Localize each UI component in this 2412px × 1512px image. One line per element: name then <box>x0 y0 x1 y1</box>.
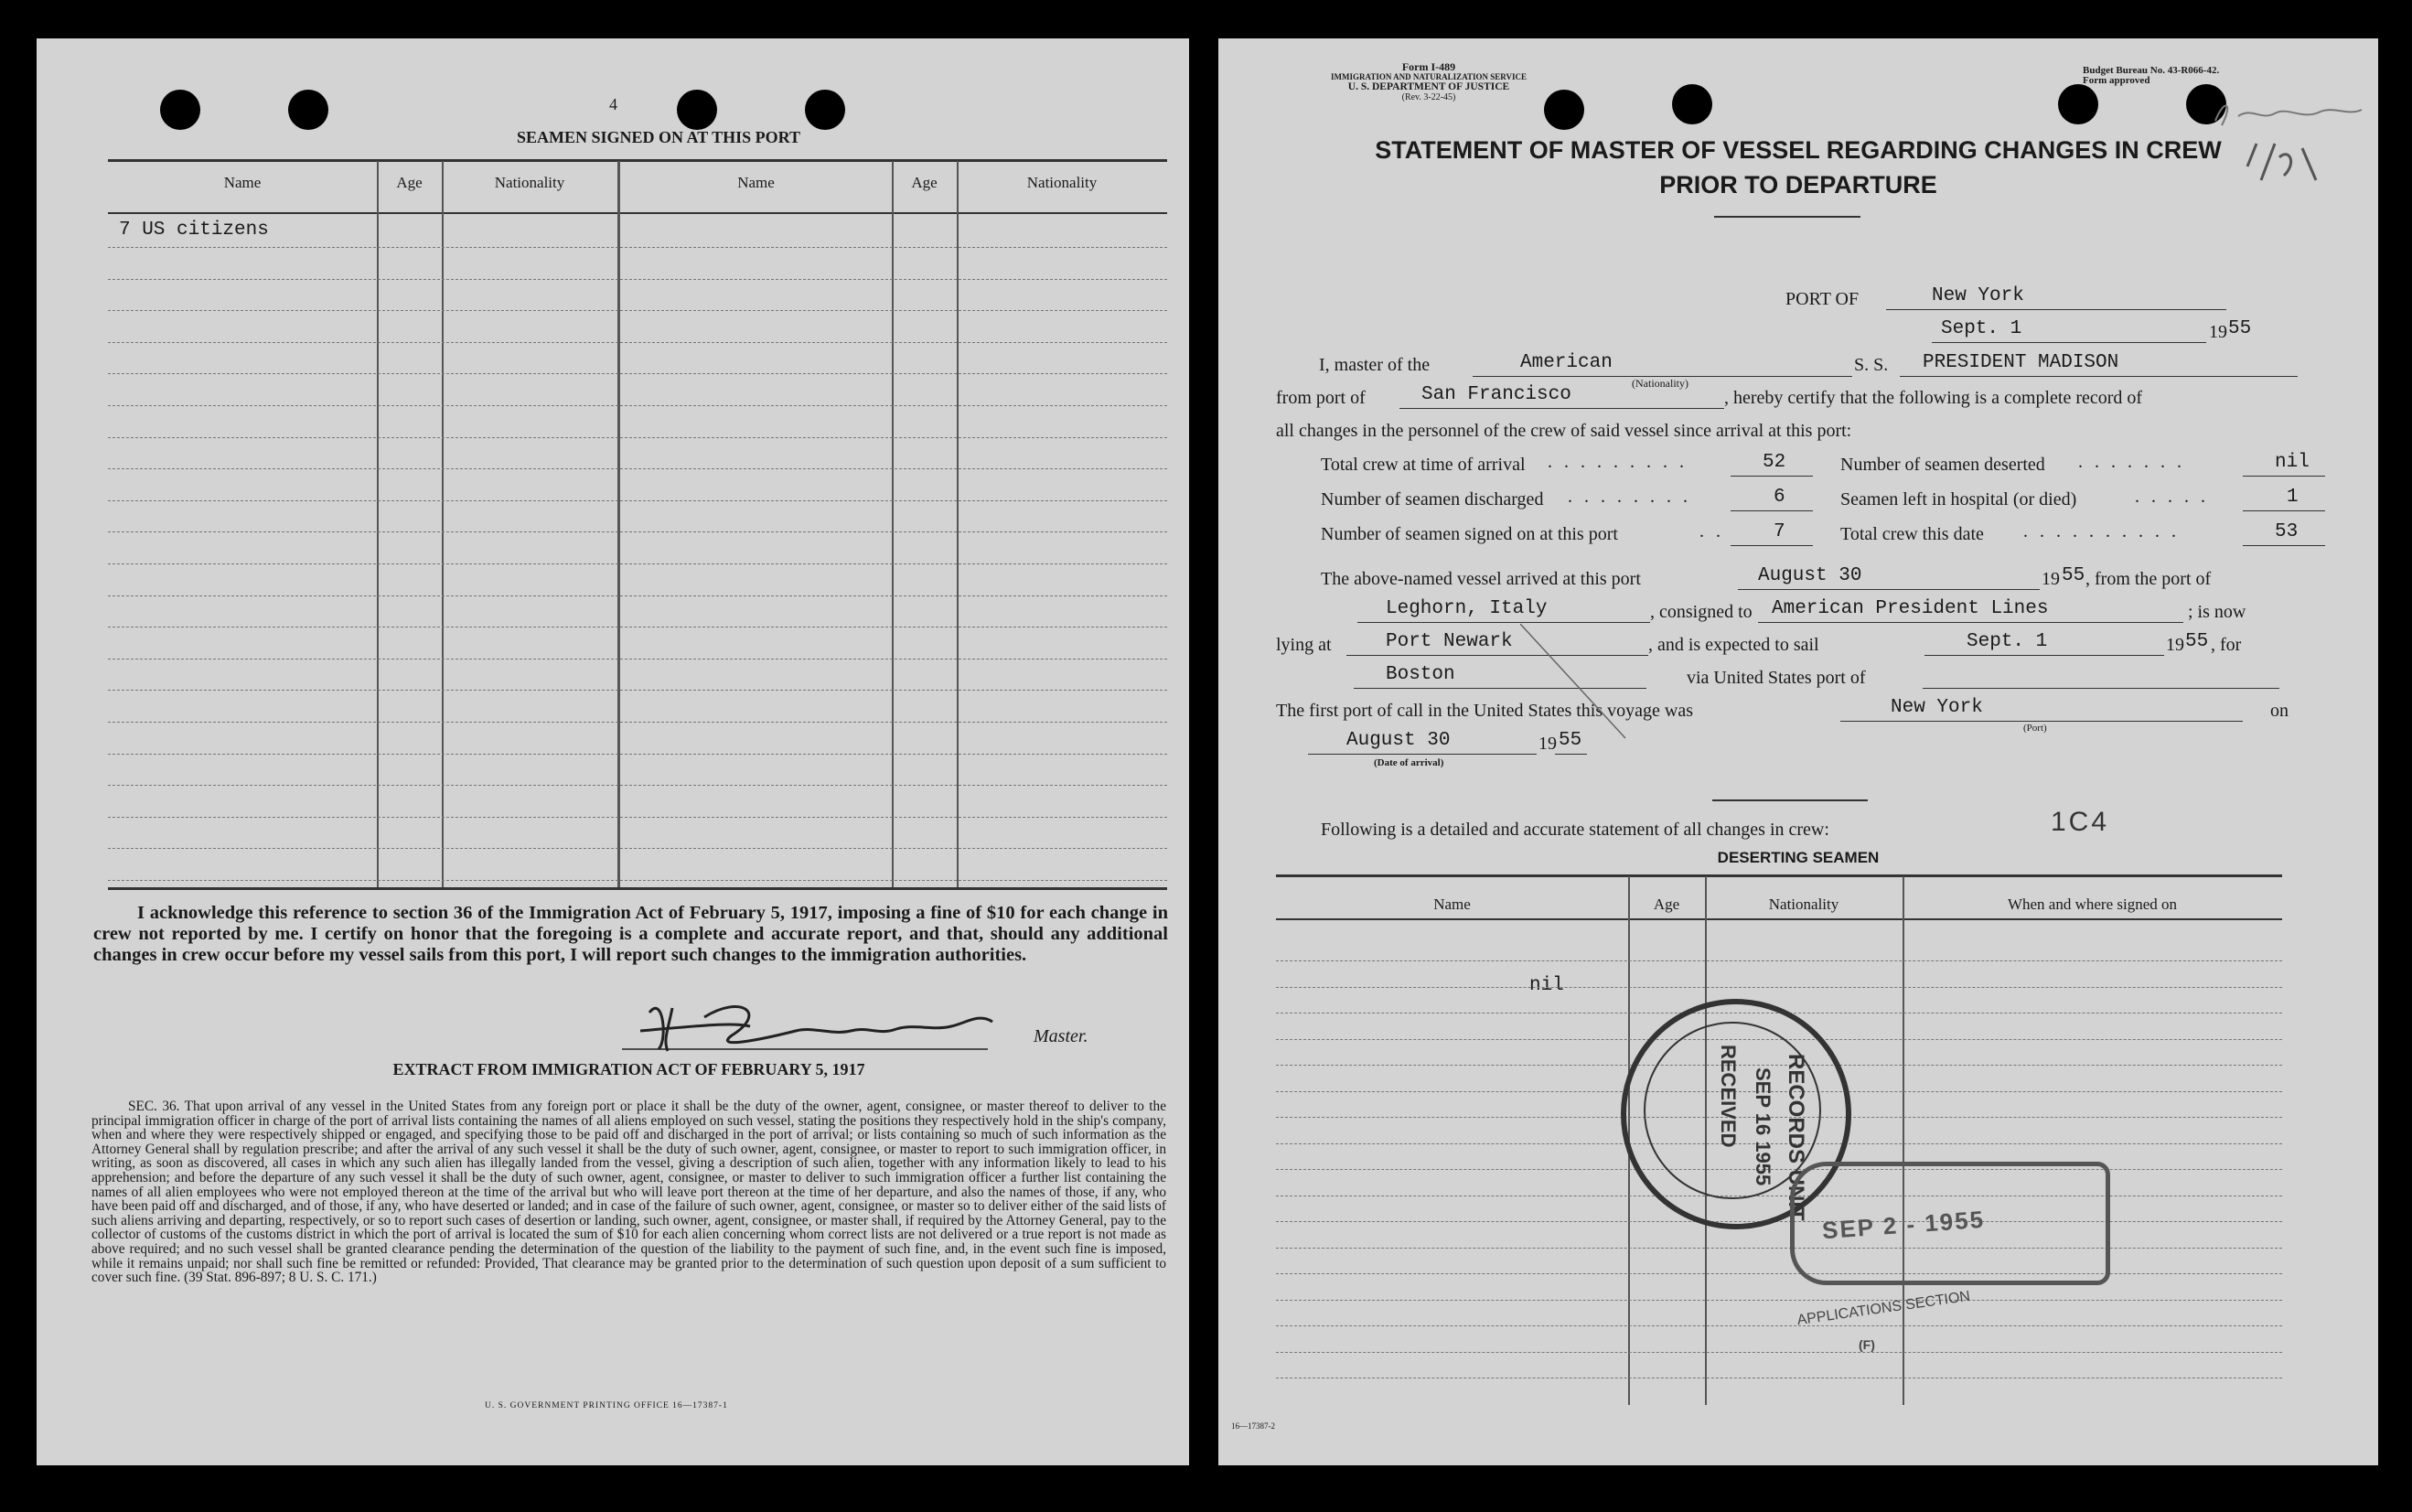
ruled-line <box>1276 1273 2282 1274</box>
master-signature <box>622 985 1006 1063</box>
following-text: Following is a detailed and accurate statement of all changes in crew: <box>1321 820 1829 840</box>
dot-leader: . . . . . . . . <box>1568 487 1691 507</box>
form-header <box>1282 62 1575 102</box>
punch-hole <box>805 90 845 130</box>
column-divider <box>617 161 620 887</box>
sail-year: 55 <box>2185 631 2209 652</box>
year-prefix: 19 <box>2042 569 2060 589</box>
ruled-line <box>1276 960 2282 961</box>
stamp-applications-label: APPLICATIONS SECTION <box>1796 1288 1972 1329</box>
col-header-name: Name <box>223 174 262 191</box>
from-port-label: from port of <box>1276 388 1366 408</box>
stat-value: 52 <box>1763 452 1786 473</box>
ruled-line <box>1276 1352 2282 1353</box>
deserting-table-top <box>1276 874 2282 877</box>
ruled-line <box>108 817 1167 818</box>
stat-field <box>1731 521 1813 546</box>
col-header-nationality: Nationality <box>1026 174 1098 191</box>
pencil-mark <box>1520 624 1630 743</box>
col-header-age: Age <box>396 174 423 191</box>
table-top-rule <box>108 159 1167 162</box>
ruled-line <box>1276 987 2282 988</box>
stamp-records-unit: RECORDS UNIT <box>1784 1054 1808 1221</box>
title-line1: STATEMENT OF MASTER OF VESSEL REGARDING CHANGES IN CREW <box>1375 136 2222 164</box>
stat-field <box>2243 487 2325 511</box>
expected-sail-label: , and is expected to sail <box>1648 635 1819 655</box>
date-value: Sept. 1 <box>1941 318 2022 339</box>
form-id: Form I-489 <box>1401 60 1456 73</box>
arrival-date-value: August 30 <box>1346 730 1451 751</box>
first-port-label: The first port of call in the United States this voyage was <box>1276 701 1694 721</box>
budget-bureau-block <box>2083 66 2219 86</box>
section-title: SEAMEN SIGNED ON AT THIS PORT <box>517 128 800 146</box>
stat-field <box>1731 487 1813 511</box>
col-header-age: Age <box>1653 895 1680 913</box>
ruled-line <box>108 437 1167 438</box>
table-cell-name: 7 US citizens <box>119 220 269 241</box>
col-header-name: Name <box>737 174 775 191</box>
extract-text: SEC. 36. That upon arrival of any vessel in the United States from any foreign port or place it shall be the duty of the owner, agent, consignee, or master thereof to deliver to the principal immigration officer in charge of the port of arrival lists containing the names of all aliens employed on such vessel, stating the positions they respectively hold in the ship's company, when and where they were respectively shipped or engaged, and specifying those to be paid off and discharged in the port of arrival; or lists containing so much of such information as the Attorney General shall by regulation prescribe; and after the arrival of any such vessel it shall be the duty of such owner, agent, consignee, or master to report to such immigration officer, in writing, as soon as discovered, all cases in which any such alien has illegally landed from the vessel, giving a description of such alien, together with any information likely to lead to his apprehension; and before the departure of any such vessel it shall be the duty of such owner, agent, consignee, or master to deliver to such immigration officer a further list containing the names of all alien employees who were not employed thereon at the time of the arrival but who will leave port thereon at the time of her departure, and also the names of those, if any, who have been paid off and discharged, and of those, if any, who have deserted or landed; and in case of the failure of such owner, agent, consignee, or master so to deliver either of the said lists of such aliens arriving and departing, respectively, or so to report such cases of desertion or landing, such owner, agent, consignee, or master shall, if required by the Attorney General, pay to the collector of customs of the customs district in which the port of arrival is located the sum of $10 for each alien concerning whom correct lists are not delivered or a true report is not made as above required; and no such vessel shall be granted clearance pending the determination of the question of the liability to the payment of such fine, and, in the event such fine is imposed, while it remains unpaid; nor shall such fine be remitted or refunded: Provided, That clearance may be granted prior to the determination of such question upon deposit of a sum sufficient to cover such fine. (39 Stat. 896-897; 8 U. S. C. 171.) <box>91 1099 1166 1286</box>
stamp-received-date: SEP 16 1955 <box>1752 1067 1774 1186</box>
dot-leader: . . . . . . . <box>2078 452 2185 472</box>
handwritten-code: 1C4 <box>2051 807 2110 837</box>
punch-hole <box>1672 84 1712 124</box>
ruled-line <box>108 373 1167 374</box>
port-value: New York <box>1932 285 2024 306</box>
ruled-line <box>108 500 1167 501</box>
nationality-caption: (Nationality) <box>1632 377 1688 390</box>
vessel-name: PRESIDENT MADISON <box>1923 352 2119 373</box>
ruled-line <box>108 531 1167 532</box>
lying-at-label: lying at <box>1276 635 1332 655</box>
column-divider <box>377 161 379 887</box>
year-prefix: 19 <box>1538 734 1557 754</box>
stat-value: 7 <box>1774 521 1785 542</box>
col-header-nationality: Nationality <box>494 174 565 191</box>
agency-line: U. S. DEPARTMENT OF JUSTICE <box>1347 81 1510 92</box>
extract-title: EXTRACT FROM IMMIGRATION ACT OF FEBRUARY 5, 1917 <box>392 1060 865 1078</box>
right-page <box>1218 38 2378 1465</box>
all-changes-text: all changes in the personnel of the crew of said vessel since arrival at this port: <box>1276 421 1852 441</box>
stat-label: Number of seamen signed on at this port <box>1321 524 1618 544</box>
origin-port: Leghorn, Italy <box>1386 598 1548 619</box>
master-label: Master. <box>1034 1026 1088 1046</box>
ruled-line <box>1276 1248 2282 1249</box>
ruled-line <box>108 405 1167 406</box>
punch-hole <box>677 90 717 130</box>
port-caption: (Port) <box>2023 723 2047 734</box>
revision: (Rev. 3-22-45) <box>1401 92 1456 102</box>
stat-value: 6 <box>1774 487 1785 508</box>
ruled-line <box>108 310 1167 311</box>
stamp-received-label: RECEIVED <box>1717 1045 1740 1148</box>
form-footer: 16—17387-2 <box>1231 1421 1275 1431</box>
col-header-age: Age <box>911 174 938 191</box>
punch-hole <box>288 90 328 130</box>
arrived-date: August 30 <box>1758 565 1862 586</box>
via-label: via United States port of <box>1687 668 1866 688</box>
ss-label: S. S. <box>1854 355 1889 375</box>
deserting-cell-name: nil <box>1529 975 1564 996</box>
ruled-line <box>108 247 1167 248</box>
col-header-signed-on: When and where signed on <box>2007 895 2178 913</box>
dot-leader: . . . . . . . . . . <box>2023 521 2180 542</box>
ruled-line <box>108 785 1167 786</box>
table-header-rule <box>108 212 1167 214</box>
dot-leader: . . <box>1699 521 1724 542</box>
on-label: on <box>2270 701 2289 721</box>
lying-at-value: Port Newark <box>1386 631 1513 652</box>
ruled-line <box>108 690 1167 691</box>
form-approved: Form approved <box>2083 75 2150 86</box>
stat-value: 1 <box>2287 487 2299 508</box>
ruled-line <box>1276 1300 2282 1301</box>
ruled-line <box>108 880 1167 881</box>
section-rule <box>1712 799 1868 801</box>
is-now-label: ; is now <box>2188 602 2246 622</box>
ruled-line <box>108 848 1167 849</box>
acknowledgment-text: I acknowledge this reference to section 36 of the Immigration Act of February 5, 1917, imposing a fine of $10 for each change in crew not reported by me. I certify on honor that the foregoing is a complete and accurate report, and that, should any additional changes in crew occur before my vessel sails from this port, I will report such changes to the immigration authorities. <box>93 903 1168 965</box>
table-bottom-rule <box>108 887 1167 890</box>
form-title <box>1218 133 2378 202</box>
year-prefix: 19 <box>2209 322 2227 342</box>
ruled-line <box>108 279 1167 280</box>
stat-value: nil <box>2275 452 2310 473</box>
dot-leader: . . . . . <box>2135 487 2209 507</box>
printing-office-footer: U. S. GOVERNMENT PRINTING OFFICE 16—17387-1 <box>485 1401 728 1410</box>
dot-leader: . . . . . . . . . <box>1548 452 1688 472</box>
year-prefix: 19 <box>2166 635 2184 655</box>
arrival-year: 55 <box>1559 730 1582 751</box>
year-value: 55 <box>2228 318 2252 339</box>
first-port-value: New York <box>1891 697 1983 718</box>
nationality-value: American <box>1520 352 1613 373</box>
stat-value: 53 <box>2275 521 2299 542</box>
ruled-line <box>108 342 1167 343</box>
ruled-line <box>108 722 1167 723</box>
page-number: 4 <box>609 95 617 113</box>
ruled-line <box>108 595 1167 596</box>
title-rule <box>1714 216 1860 218</box>
title-line2: PRIOR TO DEPARTURE <box>1659 171 1937 198</box>
column-divider <box>957 161 959 887</box>
budget-bureau: Budget Bureau No. 43-R066-42. <box>2083 65 2220 76</box>
col-header-nationality: Nationality <box>1768 895 1839 913</box>
via-field <box>1923 664 2279 689</box>
stamp-fi: (F) <box>1859 1337 1875 1352</box>
punch-hole <box>160 90 200 130</box>
ruled-line <box>108 468 1167 469</box>
arrival-date-caption: (Date of arrival) <box>1374 757 1444 768</box>
stat-label: Total crew this date <box>1840 524 1984 544</box>
for-label: , for <box>2211 635 2242 655</box>
stat-label: Total crew at time of arrival <box>1321 455 1526 475</box>
col-header-name: Name <box>1433 895 1471 913</box>
deserting-title: DESERTING SEAMEN <box>1717 849 1880 866</box>
consigned-label: , consigned to <box>1650 602 1753 622</box>
stamp-sep2-date: SEP 2 - 1955 <box>1821 1205 1986 1245</box>
agency-line: IMMIGRATION AND NATURALIZATION SERVICE <box>1331 72 1527 81</box>
left-page <box>37 38 1189 1465</box>
ruled-line <box>108 754 1167 755</box>
destination: Boston <box>1386 664 1455 685</box>
stat-label: Number of seamen discharged <box>1321 489 1544 509</box>
stat-label: Seamen left in hospital (or died) <box>1840 489 2077 509</box>
ruled-line <box>1276 1221 2282 1222</box>
port-label: PORT OF <box>1785 289 1860 309</box>
master-of-label: I, master of the <box>1319 355 1431 375</box>
ruled-line <box>1276 1325 2282 1326</box>
from-port-of-label: , from the port of <box>2085 569 2212 589</box>
punch-hole <box>2058 84 2098 124</box>
certify-text: , hereby certify that the following is a complete record of <box>1724 388 2143 408</box>
ruled-line <box>108 563 1167 564</box>
column-divider <box>442 161 444 887</box>
arrived-label: The above-named vessel arrived at this port <box>1321 569 1641 589</box>
consignee: American President Lines <box>1772 598 2049 619</box>
sail-date: Sept. 1 <box>1967 631 2048 652</box>
stat-label: Number of seamen deserted <box>1840 455 2045 475</box>
column-divider <box>892 161 894 887</box>
arrived-year: 55 <box>2062 565 2085 586</box>
from-port-value: San Francisco <box>1421 384 1571 405</box>
deserting-header-rule <box>1276 918 2282 920</box>
